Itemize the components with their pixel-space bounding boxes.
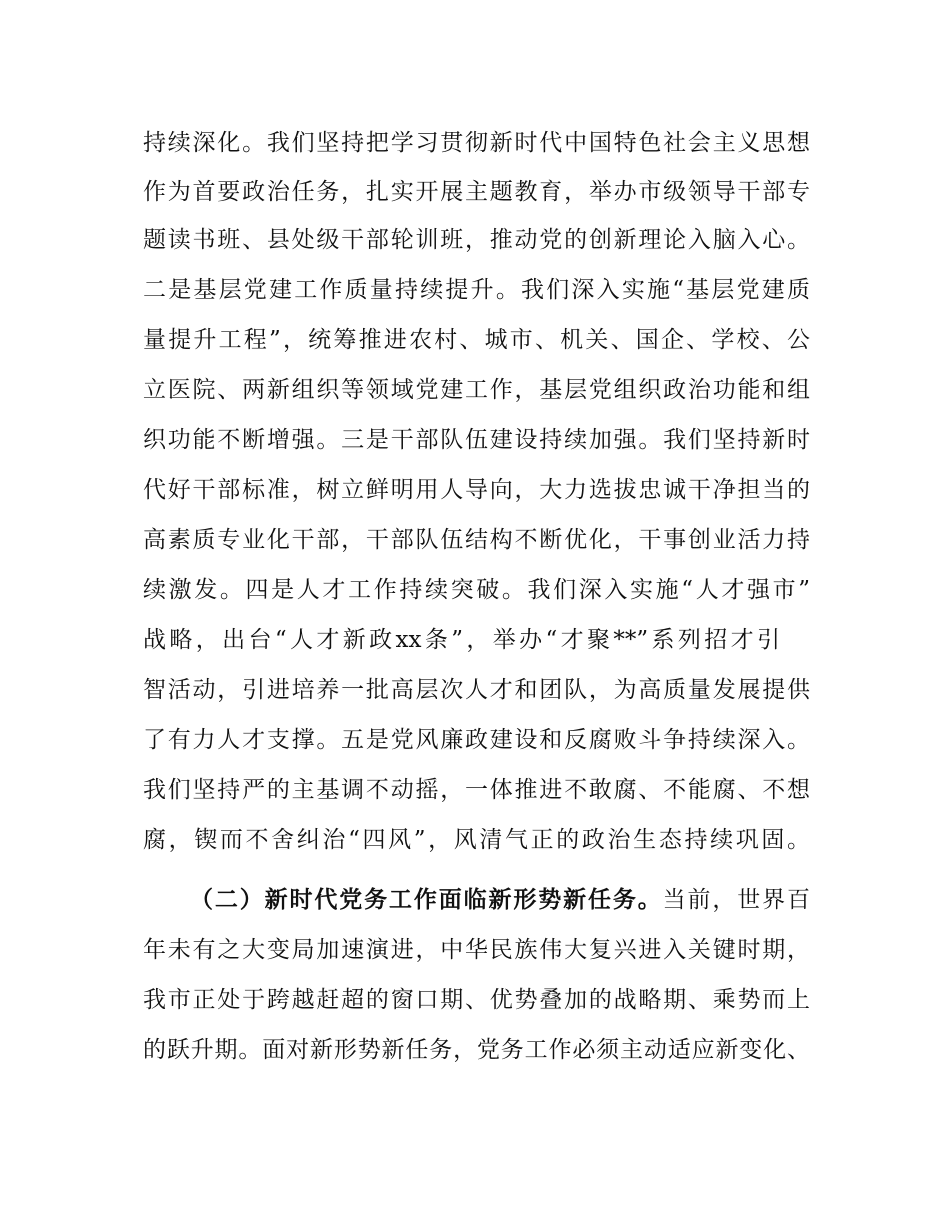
text-line: 年未有之大变局加速演进，中华民族伟大复兴进入关键时期， (143, 937, 810, 963)
text-line: 我市正处于跨越赶超的窗口期、优势叠加的战略期、乘势而上 (143, 987, 810, 1013)
text-line: 立医院、两新组织等领域党建工作，基层党组织政治功能和组 (143, 377, 810, 403)
text-line (190, 875, 810, 925)
text-line: 持续深化。我们坚持把学习贯彻新时代中国特色社会主义思想 (143, 130, 810, 156)
section-heading: （二）新时代党务工作面临新形势新任务。 (190, 887, 663, 913)
text-line: 腐，锲而不舍纠治“四风”，风清气正的政治生态持续巩固。 (143, 827, 810, 853)
text-line: 了有力人才支撑。五是党风廉政建设和反腐败斗争持续深入。 (143, 727, 810, 753)
text-line: 战略，出台“人才新政xx条”，举办“才聚**”系列招才引 (143, 627, 780, 653)
text-line: 高素质专业化干部，干部队伍结构不断优化，干事创业活力持 (143, 527, 810, 553)
text-line: 织功能不断增强。三是干部队伍建设持续加强。我们坚持新时 (143, 427, 810, 453)
text-line: 二是基层党建工作质量持续提升。我们深入实施“基层党建质 (143, 277, 810, 303)
text-span: 当前，世界百 (662, 887, 810, 913)
text-line: 续激发。四是人才工作持续突破。我们深入实施“人才强市” (143, 577, 810, 603)
text-line: 作为首要政治任务，扎实开展主题教育，举办市级领导干部专 (143, 179, 810, 205)
text-line: 代好干部标准，树立鲜明用人导向，大力选拔忠诚干净担当的 (143, 477, 810, 503)
text-line: 我们坚持严的主基调不动摇，一体推进不敢腐、不能腐、不想 (143, 777, 810, 803)
text-line: 题读书班、县处级干部轮训班，推动党的创新理论入脑入心。 (143, 227, 810, 253)
text-line: 量提升工程”，统筹推进农村、城市、机关、国企、学校、公 (143, 327, 810, 353)
text-line: 的跃升期。面对新形势新任务，党务工作必须主动适应新变化、 (143, 1037, 810, 1063)
text-line: 智活动，引进培养一批高层次人才和团队，为高质量发展提供 (143, 677, 810, 703)
